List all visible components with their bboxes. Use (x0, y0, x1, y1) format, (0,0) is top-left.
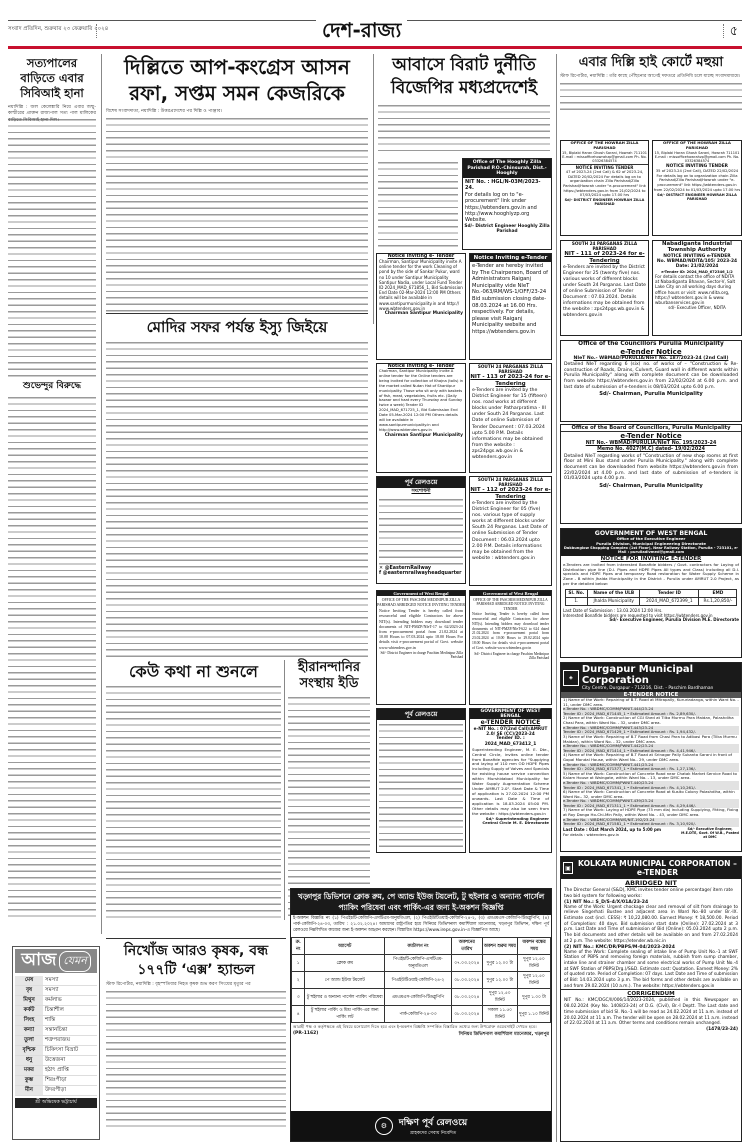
notice-eastern-railway-1 (376, 476, 466, 584)
notice-eastern-railway-2 (376, 708, 466, 853)
zodiac-sign: কুম্ভ (15, 1076, 43, 1086)
kmc-work-1: Name of the Work: Urgent chockage clear and removal of silt from drainage to relieve Singerhati Bustee and adjacent area in Ward No.-80 under Br.-IX. Estimate cost (incl. CESS): ₹ 10,22,080.00. Earnest Money: ₹ 18,500.00. Period of Completion: 40 days. Bid submission start date (Online): 27.02.2024 at 3 p.m. Last Date and Time of submission of Bid (Online): 05.03.2024 upto 2 p.m. The bid documents and other details will be available on and from 27.02.2024 at 2 p.m. The website: https://etender.wb.nic.in (564, 904, 738, 944)
nit-number: NIeT No.- WBMAD/PURULIA/NIeT No. 187/2023-24 (2nd Call) (573, 356, 729, 361)
story-body (378, 103, 550, 153)
table-header: অকশন শুরুর সময় (482, 938, 517, 955)
notice-body: e-Tenders are invited from interested Bonafide bidders / Govt. contractors for Laying of Distribution pipe line (D.I. Pipes and HDPE Pipes All types and Class) including all D.I. specials and HDPE Pipes and temporary Road restoration for Water Supply Scheme in Zone - B within Jhalda Municipality in the District - Purulia under AMRUT 2.0 Project, as per the detailed below: (563, 561, 739, 586)
story-body (288, 695, 370, 920)
table-cell: পে অ্যান্ড ইউজ টয়লেট (305, 972, 385, 989)
notice-s24-111 (560, 240, 649, 336)
column-divider (101, 54, 102, 934)
table-header: ক্র. নং (292, 938, 305, 955)
notice-sign: Sd/- Superintending Engineer Central Circle M. E. Directorate (482, 815, 549, 826)
table-cell: পিএইউটিওয়াই-কেজিপি-২৪-২ (385, 972, 452, 989)
notice-sign: Sd/- District Engineer in charge Paschim Medinipur Zilla Parishad (474, 651, 549, 660)
dmc-works-list (561, 698, 741, 827)
story-lead: স্টাফ রিপোর্টার, নয়াদিল্লি : তাঁর কাছে পৌঁছনোর আগেই দফতরে প্রতিনিধি চলে যাচ্ছে সংবাদমাধ্যমে। (560, 74, 741, 79)
left-column (8, 54, 96, 934)
notice-purulia-2 (560, 424, 742, 524)
notice-sign: সিনিয়র ডিভিশনাল কমার্শিয়াল ম্যানেজার, খড়্গপুর (458, 1031, 549, 1037)
notice-gov: GOVERNMENT OF WEST BENGAL (594, 530, 708, 537)
zodiac-prediction: হঠাৎ প্রাপ্তি (43, 1066, 97, 1076)
zodiac-sign: মকর (15, 1066, 43, 1076)
table-cell: ১ (292, 955, 305, 972)
table-header: EMD (699, 589, 737, 597)
auction-table (291, 937, 551, 1023)
nit-number: e-NIT No. : 07(2nd Call)/AMRUT 2.0/ SE (CC)/2023-24 (473, 726, 548, 737)
tender-id-amount: Tender ID : 2024_MAD_671414_1 • Estimated Amount : Rs. 4,41,946/- (563, 749, 739, 754)
notice-body: Notice Inviting Tender is hereby called from resourceful and eligible Contractors for above NIT(s). Intending bidders may download tender documents of NIT-PMZP/NIeT-17 to 62/2023-24 from e-procurement portal from 21.02.2024 at 10.00 Hours to 07.03.2024 upto 18.00 Hours For details visit e-procurement portal of Govt. website www.wbtenders.gov.in (379, 608, 463, 650)
dmc-work-item (561, 808, 741, 826)
notice-santipur-2 (376, 363, 466, 473)
table-header: অকশনের তারিখ (451, 938, 482, 955)
dmc-work-item (561, 716, 741, 734)
railway-tagline: গ্রাহকদের সেবায় নিবেদিত (409, 1131, 457, 1136)
table-header: ক্যাটালগ নং (385, 938, 452, 955)
nit-number: NIT No. : HGL/N-03M/2023-24. (465, 178, 541, 191)
work-name: 5) Name of the Work: Construction of Concrete Road near Chatak Market Service Road to Kalam House at Waingate, within Ward No. - 13, under DMC area. (563, 770, 737, 781)
notice-heading: ABRIDGED NIT (625, 879, 677, 887)
story-body (106, 116, 368, 312)
notice-sign: Sd/- District Engineer in charge Paschim Medinipur Zilla Parishad (380, 650, 463, 660)
horoscope-header (15, 949, 97, 973)
work-name: 4) Name of the Work: Repairing of B.T Road at Srinagar Pally Sukanta Sarani in front of Gopal Mondal House, within Ward No.- 29, under DMC area. (563, 752, 733, 762)
table-header: অকশন বন্ধের সময় (518, 938, 551, 955)
memo-number: Memo No. 4027(M.C) dated- 19/02/2024 (597, 446, 705, 452)
zodiac-prediction: সন্তানচিন্তা (43, 1026, 97, 1036)
nit-number: (1) NIT No.: S_D/S-4/X/01A/23-24 (564, 899, 649, 905)
notice-paschim-medinipur-1 (376, 590, 466, 705)
table-cell: 2024_MAD_672399_1 (640, 597, 699, 605)
zodiac-prediction: চিন্তাশীল (43, 1006, 97, 1016)
notice-sign: sd/- Executive Officer, NDITA (668, 305, 726, 311)
notice-title: পূর্ব রেলওয়ে (377, 709, 465, 720)
table-row (292, 1006, 551, 1023)
column-divider (556, 54, 557, 1142)
tender-id-amount: Tender ID : 2024_MAD_671341_1 • Estimated Amount : Rs. 4,10,261/- (563, 786, 739, 791)
headline-satyapal: সত্যপালের বাড়িতে এবার সিবিআই হানা (20, 56, 84, 100)
story-body (8, 117, 96, 377)
notice-durgapur (560, 662, 742, 852)
table-cell: ০৮.০৩.২০২৪ (451, 1006, 482, 1023)
notice-body: For details contact the office of NDITA at Nabadiganta Bhavan, Sector-V, Salt Lake City on all working days during office hours or visit: www.ndita.org, https:// wbtenders.gov.in & www. wburbanservices.gov.in (655, 273, 736, 306)
table-cell: দুপুর ১২.৫০ মিনিট (482, 989, 517, 1006)
zodiac-sign: বৃশ্চিক (15, 1046, 43, 1056)
table-cell: টু হুইলার পার্কিং ও মিশ্র পার্কিং-এর জন্য পার্কিং লট (305, 1006, 385, 1023)
dmc-work-item (561, 753, 741, 771)
notice-org: Nabadiganta Industrial Township Authority (661, 241, 733, 254)
notice-body: Detailed NIeT regarding 6 (six) no. of works of – "Construction & Re-construction of Roads, Drains, Culvert, Guard wall in different wards within Purulia Municipality" along with complete document can be downloaded from website https://wbtenders.gov.in from 22/02/2024 at 6.00 p.m. and last date of submission of e-tenders is 08/03/2024 upto 6.00 p.m. (564, 362, 738, 390)
notice-gov: Government of West Bengal (377, 591, 465, 596)
facebook-icon: f (379, 571, 383, 576)
zodiac-prediction: উদরপীড়া (43, 1086, 97, 1096)
table-cell: ক্লোক রুম (305, 955, 385, 972)
page-number: ৫ (729, 24, 738, 39)
table-header: Sl. No. (565, 589, 588, 597)
kmc-header (561, 857, 741, 879)
notice-gov: GOVERNMENT OF WEST BENGAL (470, 709, 551, 719)
zodiac-prediction: সমস্যা (43, 976, 97, 986)
nit-number: No. WBMAD/NDITA/105/ 2023-24 Date: 21/02/2024 (656, 258, 738, 270)
notice-sign: Sd/- Executive Engineer, M.E.DTE, Govt. Of W.B., Posted at DMC (681, 826, 739, 839)
nit-number: NIT - 113 of 2023-24 for e-Tendering (470, 374, 551, 387)
notice-body: Detailed NIeT regarding works of "Construction of new shop rooms at first floor at Mini Bus stand under Purulia Municipality." along with complete document can be downloaded from website https://wbtenders.gov.in from 22/02/2024 at 4.00 p.m. and last date of submission of e-tenders is 01/03/2024 upto 4.00 p.m. (564, 453, 738, 482)
zodiac-sign: সিংহ (15, 1016, 43, 1026)
column-divider (373, 54, 374, 324)
notice-title: Notice Inviting e-Tender (470, 254, 551, 262)
railway-name: দক্ষিণ পূর্ব রেলওয়ে (398, 1118, 468, 1128)
zodiac-sign: মীন (15, 1086, 43, 1096)
table-cell: ০৮.০৩.২০২৪ (451, 972, 482, 989)
story-nikhoj (106, 938, 286, 1129)
notice-sign: Sd/- DISTRICT ENGINEER HOWRAH ZILLA PARISHAD (564, 198, 645, 207)
table-cell: 1. (565, 597, 588, 605)
notice-body: e-Tenders are invited by the District Engineer for 25 (twenty five) nos. various works of different blocks under South 24 Parganas. Last Date of online Submission of Tender Document : 07.03.2024. Details informations may be obtained from the website : zps24pgs.wb.gov.in & wbtenders.gov.in (563, 265, 646, 318)
notice-wb-purulia (560, 528, 742, 658)
notice-org: Office of the Councillors Purulia Municipality (578, 341, 724, 347)
dateline: সংবাদ প্রতিদিন, শুক্রবার ২৩ ফেব্রুয়ারি ২০২৪ (8, 26, 109, 32)
notice-address: 15, Biplabi Haran Ghosh Sarani, Howrah 711101 E-mail : missofficehowrahzp@gmail.com Ph. No. 03326384574 (562, 150, 647, 164)
tender-id: Tender ID. : 2024_MAD_673412_1 (484, 736, 537, 747)
tender-id-amount: Tender ID : 2024_MAD_671377_1 • Estimated Amount : Rs. 1,27,136/- (563, 767, 739, 772)
headline-hiranandani: হীরানন্দানির সংস্থায় ইডি (297, 660, 361, 691)
notice-heading: NOTICE INVITING TENDER (561, 164, 648, 170)
notice-gov: Government of West Bengal (470, 591, 551, 596)
tender-number: e-Tender No. : WBDMC/COMM/WS/NIT-192/23-24 (563, 818, 739, 823)
notice-body: e-Tender are hereby invited by The Chairperson, Board of Administrators Raiganj Municipality vide NIeT No.-063/RM/WS-1/OFF/23-24 Bid submission closing date- 08.03.2024 at 16.00 Hrs. respectively. For details, please visit Raiganj Municipality website and https://wbtenders.gov.in (472, 263, 548, 335)
table-row (565, 597, 737, 605)
notice-title: e-TENDER NOTICE (480, 719, 541, 726)
zodiac-sign: মেষ (15, 976, 43, 986)
notice-hooghly (462, 158, 552, 250)
nit-number: NIT - 112 of 2023-24 for e-Tendering (470, 487, 551, 500)
dmc-logo-icon: ◈ (563, 670, 579, 686)
table-cell: দুপুর ১২.০০ টা (482, 972, 517, 989)
zodiac-sign: কর্কট (15, 1006, 43, 1016)
table-cell: সকাল ১১.৫০ মিনিট (482, 1006, 517, 1023)
kmc-work-2: Name of the Work: Complete sealing of intake line of Pump Unit No.-1 at SWF Station of PBPS and removing foreign materials, rubbish from sump chamber, intake line and strainer chamber and some electrical works of Pump Unit No.-4 at SWF Station of PBPS(Drg.)/S&D. Estimate cost: Quotation. Earnest Money: 2% of quoted rate. Period of Completion: 07 days. Last Date and Time of submission of Bid: 14.03.2024 upto 3 p.m. The bid forms and other details are available on and from 29.02.2024 (10 a.m.). The website: https://wbtenders.gov.in (564, 949, 738, 989)
red-rule (8, 46, 742, 49)
tender-id-amount: Tender ID : 2024_MAD_671581_1 • Estimated Amount : Rs. 3,10,920/- (563, 822, 739, 827)
horoscope-row (15, 1026, 97, 1036)
masthead (8, 16, 742, 46)
kmc-intro: The Director General (S&D), KMC invites tender online percentage/ item rate two bid system for following works: (564, 888, 733, 899)
notice-office: Office of the Executive Engineer (616, 536, 686, 541)
notice-org: SOUTH 24 PARGANAS ZILLA PARISHAD (477, 364, 544, 374)
story-aap (106, 54, 368, 312)
notice-sign: Sd/- Chairman, Purulia Municipality (599, 483, 703, 490)
tender-number: e-Tender No. : WBDMC/COMM/PWNIT-441/23-24 (563, 763, 739, 768)
notice-s24-113 (469, 363, 552, 473)
zodiac-prediction: উত্তেজনা (43, 1056, 97, 1066)
zodiac-sign: কন্যা (15, 1026, 43, 1036)
ser-footer (291, 1111, 551, 1141)
notice-heading: e-Tender Notice (620, 348, 682, 356)
notice-nabadiganta (652, 240, 742, 336)
tender-id: e-Tender ID: 2024_MAD_672346_1/2 (661, 269, 733, 274)
tender-number: e-Tender No. : WBDMC/COMM/PWNIT-442/23-24 (563, 744, 739, 749)
notice-title: KOLKATA MUNICIPAL CORPORATION – e-TENDER (578, 859, 737, 877)
table-row (292, 989, 551, 1006)
table-cell: ৩ (292, 989, 305, 1006)
notice-sign: Sd/- District Engineer Hooghly Zilla Parishad (464, 223, 550, 235)
table-cell: Jhalda Municipality (588, 597, 640, 605)
story-hiranandani (288, 660, 370, 920)
social-handle: ✕ @EasternRailway (379, 566, 432, 571)
work-name: 3) Name of the Work: Repairing of B.T Road from Chasi Para to Adibasi Para (Tilka Murmu Maidan), within Ward No. - 32, under DMC area. (563, 733, 737, 744)
notice-division: Purulia Division, Municipal Engineering Directorate (596, 540, 706, 546)
notice-s24-112 (469, 476, 552, 586)
notice-org: SOUTH 24 PARGANAS ZILLA PARISHAD (571, 241, 638, 251)
horoscope-row (15, 1046, 97, 1056)
horoscope-row (15, 1076, 97, 1086)
table-cell: ০৭.০৩.২০২৪ (451, 955, 482, 972)
subhead-shubhendu: শুভেন্দুর বিরুদ্ধে (22, 381, 82, 391)
notice-kharagpur-auction (290, 888, 552, 1142)
notice-body (379, 497, 463, 565)
dmc-work-item (561, 772, 741, 790)
pr-number: (PR-1162) (293, 1030, 319, 1036)
horoscope-row (15, 986, 97, 996)
tender-id-amount: Tender ID : 2024_MAD_671445_1 • Estimated Amount : Rs. 2,89,630/- (563, 712, 739, 717)
table-cell: দুপুর ১২.০০ টা (482, 955, 517, 972)
divider (723, 24, 724, 38)
horoscope-row (15, 1056, 97, 1066)
story-body (106, 989, 286, 1129)
table-cell: দুপুর ১২.৫০ মিনিট (518, 972, 551, 989)
tender-number: e-Tender No. : WBDMC/COMM/PWNIT-444/23-24 (563, 707, 739, 712)
corrigendum-heading: CORRIGENDUM (561, 989, 741, 998)
zodiac-sign: তুলা (15, 1036, 43, 1046)
horoscope-row (15, 996, 97, 1006)
work-name: 6) Name of the Work: Construction of Concrete Road at Kusito Colony Palashdiha, within Ward No.- 32, under DMC area. (563, 789, 735, 799)
visit-text: Interested Bonafide bidders are requested to visit https://wbtenders.gov.in (563, 612, 713, 618)
notice-body: 35 of 2023-24 (2nd Call), DATED 22/02/2024 For details log on to organization chain Zilla Parishad/Zilla Parishad/Howrah under "e-procurement" link https://wbtenders.gov.in from 22/02/2024 to 01/03/2024 upto 17.00 hrs (653, 169, 741, 192)
notice-footer: আগ্রহী পক্ষ ও কর্তৃপক্ষকে এই বিষয়ে মনোযোগ দিতে হবে এবং ই-অকশন বিজ্ঞপ্তি সম্পর্কিত বিস্তারিত তথ্যের জন্য উপরোক্ত ওয়েবসাইট দেখতে হবে। (293, 1024, 537, 1029)
railway-logo-icon: ⚙ (375, 1117, 393, 1135)
notice-heading: NOTICE INVITING TENDER (666, 163, 728, 169)
headline-aap: দিল্লিতে আপ-কংগ্রেস আসন রফা, সপ্তম সমন কেজরিকে (124, 55, 350, 105)
notice-address: City Centre, Durgapur - 713216, Dist. - Paschim Bardhaman (581, 686, 714, 691)
story-body (106, 340, 368, 660)
zodiac-prediction: শান্তি (43, 1016, 97, 1026)
notice-title: পূর্ব রেলওয়ে (377, 477, 465, 488)
notice-org: Office of the Board of Councillors, Purulia Municipality (561, 425, 741, 432)
notice-body: Notice Inviting Tender is hereby called from resourceful and eligible Contractors for above NIT(s). Intending bidders may download tender documents of NIT-PMZP/NIeT-622 to 624 dated 21.02.2024 from e-procurement portal from 23.02.2024 at 10.00 Hours to 29.02.2024 upto 18.00 Hours for details visit e-procurement portal of Govt. website www.wbtenders.gov.in (472, 612, 549, 650)
horoscope-box (12, 946, 100, 1140)
notice-subtitle: সংশোধনী (411, 488, 431, 494)
notice-title: Office of The Hooghly Zilla Parishad P.O.-Chinsurah, Dist.-Hooghly (463, 159, 551, 178)
table-cell: ০৮.০৩.২০২৪ (451, 989, 482, 1006)
notice-heading: NOTICE INVITING e-TENDER (663, 253, 731, 259)
notice-body: Chairman, Santipur Municipality invite A online tender for the work Cleaning of pond by the side of Sankar Pukur, ward no 10 under Santipur Municipality Santipur Nadia, under Local Fund Tender ID 2024_MAD_671856_1, Bid Submission End Date 02-Mar-2024 12:00 PM Others details will be available in www.santipurmunicipality.in and http:// www.wbtenders.gov.in (379, 259, 463, 311)
nit-number: (2) NIT No.: KMC/DR/PBPS/M-04/2023-2024 (564, 944, 675, 950)
dmc-work-item (561, 698, 741, 716)
tender-number: e-Tender No. : WBDMC/COMM/PWNIT-439/23-24 (563, 799, 739, 804)
last-date: Last Date of Submission : 13.03.2024 12:00 Hrs. (563, 607, 663, 613)
story-lead: স্টাফ রিপোর্টার, নয়াদিল্লি : বৃহস্পতিবার নিহত কৃষক শুভ করণ সিংয়ের মৃত্যুর পর (106, 982, 251, 987)
table-header: অ্যাসেট (305, 938, 385, 955)
tender-id-amount: Tender ID : 2024_MAD_671429_1 • Estimated Amount : Rs. 1,94,432/- (563, 730, 739, 735)
notice-body: e-Tenders are invited by the District Engineer for 05 (five) nos. various type of supply works at different blocks under South 24 Parganas. Last Date of online Submission of Tender Document : 06.03.2024 upto 2.00 P.M. Details informations may be obtained from the website : wbtenders.gov.in (472, 501, 548, 561)
zodiac-sign: মিথুন (15, 996, 43, 1006)
notice-body: Superintending Engineer, M. E. Dte., Central Circle, invites online tender from Bonafide agencies for "Supplying and laying of 110 mm OD HDPE Pipes including Supply of Valves and Specials for existing house service connection within Murshidabad Municipality for Water Supply Augmentation Scheme Under AMRUT 2.0". Start Date & Time of application is 27.02.2024 12:00 PM onwards. Last Date & Time of application is 18.03.2024 05:00 PM. Other details may also be seen from the website : https://wbtenders.gov.in (472, 746, 549, 816)
table-cell: পার্ক-কেজিপি-২৪-০৩ (385, 1006, 452, 1023)
story-keu (106, 660, 281, 919)
kmc-logo-icon: ▣ (563, 862, 573, 874)
story-lead: বিশেষ সংবাদদাতা, নয়াদিল্লি : উত্তরপ্রদেশের পর দিল্লি ও পাঞ্জাব। (106, 109, 222, 114)
horoscope-subtitle: যেমন (59, 951, 90, 972)
notice-sign: Sd/- Chairman, Purulia Municipality (599, 390, 703, 397)
horoscope-row (15, 976, 97, 986)
headline-mahua: এবার দিল্লি হাই কোর্টে মহুয়া (578, 55, 724, 70)
table-cell: দুপুর ১.০০ টা (518, 989, 551, 1006)
work-name: 1) Name of the Work: Repairing of B.T. Road at Mitrapally, Kururiadanga, within Ward No. - 11, under DMC area. (563, 697, 739, 707)
divider (96, 24, 97, 38)
nit-number: NIT - 111 of 2023-24 for e-Tendering (564, 251, 645, 264)
column-divider (284, 660, 285, 920)
section-title: দেশ-রাজ্য (316, 16, 407, 49)
notice-kmc (560, 856, 742, 1142)
notice-org: SOUTH 24 PARGANAS ZILLA PARISHAD (477, 477, 544, 487)
tender-number: e-Tender No. : WBDMC/COMM/PWNIT-440/23-24 (563, 781, 739, 786)
headline-keu: কেউ কথা না শুনলে (129, 662, 258, 681)
notice-address: Dakbunglow Shopping Complex (1st Floor), Near Railway Station, Purulia - 723101, e-Mail : puruliadivmed@gmail.com (563, 546, 739, 555)
notice-howrah-1 (560, 140, 649, 236)
table-cell: এমএমএস-কেজিপি-টিডব্লুপিপি (385, 989, 452, 1006)
work-name: 7) Name of the Work: Laying of HDPE Pipe (75 mm dia) including Supplying, Fitting, Fixing at Roy Danga Ho-Chi-Min Pally, within Ward No. - 43, under DMC area. (563, 807, 739, 818)
notice-body: 47 of 2023-24 (2nd Call) & 62 of 2023-24, DATED 20/02/2024 For details log on to organization chain Zilla Parishad/Zilla Parishad/Howrah under "e-procurement" link https://wbtenders.gov.in from 21/02/2024 to 07/03/2024 upto 17.00 hrs (563, 169, 646, 198)
zodiac-prediction: শিরঃপীড়া (43, 1076, 97, 1086)
nit-number: NIT No.- WBMAD/PURULIA/NIeT No. 195/2023-24 (585, 440, 717, 446)
story-body (378, 160, 458, 250)
horoscope-row (15, 1066, 97, 1076)
last-date: Last Date : 01st March 2024, up to 5:00 pm (563, 826, 662, 832)
table-header: Name of the ULB (588, 589, 640, 597)
horoscope-title: আজ (21, 950, 57, 970)
notice-title: OFFICE OF THE PASCHIM MEDINIPUR ZILLA PARISHAD ABRIDGED NOTICE INVITING TENDER (473, 598, 548, 611)
notice-address: 15, Biplabi Haran Ghosh Sarani, Howrah 711101 E-mail : missofficehowrahzp@gmail.com Ph. No. 03326384574 (654, 150, 740, 164)
table-cell: দুপুর ১২.৫০ মিনিট (518, 955, 551, 972)
dmc-work-item (561, 790, 741, 808)
story-lead: নয়াদিল্লি : জল কেলেঙ্কারি নিয়ে এবার জম্মু-কাশ্মীরের প্রাক্তন রাজ্যপাল সত্য পাল মালিকের বাড়িতে সিবিআই হানা দিল। (8, 105, 96, 123)
story-body (560, 81, 742, 111)
notice-sign: Sd/- Executive Engineer, Purulia Division M.E. Directorate (609, 616, 739, 622)
zodiac-sign: বৃষ (15, 986, 43, 996)
headline-modi: মোদির সফর পর্যন্ত ইস্যু জিইয়ে (146, 318, 328, 336)
work-name: 2) Name of the Work: Construction of CGI Shed at Tilka Murmu Para Maidan, Palashdiha Chasi Para, within Ward No. - 32, under DMC area. (563, 715, 734, 726)
notice-heading: E-TENDER NOTICE (561, 692, 741, 698)
notice-heading: NOTICE FOR INVITING E-TENDER (600, 555, 702, 562)
notice-wb-murshidabad (469, 708, 552, 853)
notice-sign: Chairman Santipur Municipality (384, 432, 463, 438)
dmc-header (561, 663, 741, 692)
key-number: (1478/23-24) (706, 1026, 738, 1032)
notice-heading: e-Tender Notice (620, 432, 682, 441)
horoscope-row (15, 1016, 97, 1026)
notice-sign: Chairman Santipur Municipality (384, 311, 463, 317)
story-body (8, 395, 96, 920)
notice-body: ই-অকশন বিজ্ঞপ্তি নং (১) পিএইচটি-কেজিপি-এসটিএম-অনুমতিএল, (২) পিএইউটিওয়াই-কেজিপি-২৪-২, (৩) এমএমএস-কেজিপি-টিডব্লুপিপি, (৪) পার্ক-কেজিপি-২৪-০৩, তারিখ : ২১.০২.২০২৪। আমাদের রাষ্ট্রপতির হয়ে সিনিয়র ডিভিশনাল কমার্শিয়াল ম্যানেজার, খড়্গপুর ডিভিশন, দক্ষিণ পূর্ব রেলওয়ে নিম্নলিখিত কাজের জন্য ই-অকশন আহ্বান করছেন। বিস্তারিত https://www.ireps.gov.in-এ বিজ্ঞাপিত আছে। (293, 916, 549, 933)
corrigendum-body: NIT No.: KMC/DGC/II/006/14/2023-2024, published in this Newspaper on 08.02.2024 (Key No. 1408/23-24) of D.G. (Civil), Br.-I Deptt. The Last date and time submission of bid Sl. No.-1 will be read as 24.02.2024 at 11 a.m. instead of 20.02.2024 at 11 a.m. The tender will be open on 28.02.2024 at 11 a.m. instead of 22.02.2024 at 11 a.m. Other terms and conditions remain unchanged. (564, 998, 738, 1027)
social-handle: f @easternrailwayheadquarter (379, 571, 462, 576)
notice-purulia-1 (560, 340, 742, 422)
tender-id-amount: Tender ID : 2024_MAD_671311_1 • Estimated Amount : Rs. 4,29,446/- (563, 804, 739, 809)
zodiac-prediction: চিকিৎসা বিভ্রাট (43, 1046, 97, 1056)
zodiac-prediction: শত্রুপরাজয় (43, 1036, 97, 1046)
notice-santipur-1 (376, 253, 466, 360)
notice-raiganj (469, 253, 552, 360)
headline-abase: আবাসে বিরাট দুর্নীতি বিজেপির মধ্যপ্রদেশেই (390, 55, 538, 98)
horoscope-author: শ্রী অভিষেক ভট্টাচার্য (15, 1098, 97, 1108)
notice-title: OFFICE OF THE HOWRAH ZILLA PARISHAD (570, 140, 639, 150)
notice-title: OFFICE OF THE PASCHIM MEDINIPUR ZILLA PARISHAD ABRIDGED NOTICE INVITING TENDER (377, 598, 465, 607)
zodiac-prediction: সমস্যা (43, 986, 97, 996)
tender-table (565, 589, 738, 606)
notice-headline: খড়্গপুর ডিভিশনে ক্লোক রুম, পে অ্যান্ড ইউজ টয়লেট, টু হুইলার ও অন্যান্য পার্সেল প্যাকিং পরিষেবা এবং পার্কিং-এর জন্য ই-অকশন বিজ্ঞপ্তি (291, 889, 551, 915)
zodiac-prediction: কর্মলাভ (43, 996, 97, 1006)
notice-body: e-Tenders are invited by the District Engineer for 15 (fifteen) nos. road works at different blocks under Patharpratima - III under South 24 Parganas. Last Date of online Submission of Tender Document : 07.03.2024 upto 5.00 P.M. Details informations may be obtained from the website : zps24pgs.wb.gov.in & wbtenders.gov.in (472, 388, 547, 461)
notice-howrah-2 (652, 140, 742, 236)
notice-body: For details log on to "e-procurement" link under https://wbtenders.gov.in and http://www.hooghlyzp.org Website. (465, 191, 537, 224)
notice-title: OFFICE OF THE HOWRAH ZILLA PARISHAD (663, 140, 731, 150)
table-cell: ৪ (292, 1006, 305, 1023)
tender-number: e-Tender No. : WBDMC/COMM/PWNIT-443/23-24 (563, 726, 739, 731)
table-cell: ২ (292, 972, 305, 989)
dmc-work-item (561, 735, 741, 753)
story-body (106, 684, 281, 919)
details-link: For details : wbtenders.gov.in (563, 831, 620, 837)
x-icon: ✕ (379, 566, 385, 571)
story-modi (106, 313, 368, 660)
notice-title: Durgapur Municipal Corporation (581, 664, 694, 686)
zodiac-sign: ধনু (15, 1056, 43, 1066)
table-row (292, 972, 551, 989)
table-cell: দুপুর ১.১০ মিনিট (518, 1006, 551, 1023)
horoscope-table (15, 976, 97, 1096)
notice-sign: Sd/- DISTRICT ENGINEER HOWRAH ZILLA PARISHAD (657, 192, 737, 201)
story-abase (378, 54, 550, 153)
notice-title: Notice inviting e- Tender (387, 254, 455, 259)
table-cell: পিএইচটি-কেজিপি-এসটিএম-অনুমতিএল (385, 955, 452, 972)
table-header: Tender ID (640, 589, 699, 597)
headline-nikhoj: নিখোঁজ আরও কৃষক, বন্ধ ১৭৭টি ‘এক্স’ হ্যান্ডল (123, 943, 269, 978)
notice-title: Notice inviting e- Tender (387, 364, 455, 369)
notice-body (379, 722, 463, 850)
story-mahua (560, 54, 742, 111)
notice-paschim-medinipur-2 (469, 590, 552, 705)
table-row (292, 955, 551, 972)
horoscope-row (15, 1086, 97, 1096)
notice-body: Chairman, Santipur Municipality invite A online tender for the Online tenders are being invited for collection of Khajna (tolls) in the market called Nutan Hat of Shantipur municipality. Those who sit only with baskets of fish, meat, vegetables, fruits etc. (Daily bazaar and haat every Thursday and Sunday twice a week) Tender ID 2024_MAD_671725_1, Bid Submission End Date 05-Mar-2024 12:00 PM Others details will be available in www.santipurmunicipality.in and http://www.wbtenders.gov.in (379, 369, 464, 432)
horoscope-row (15, 1006, 97, 1016)
table-cell: Rs.1,20,850/- (699, 597, 737, 605)
horoscope-row (15, 1036, 97, 1046)
table-cell: টু হুইলার ও অন্যান্য পার্সেল প্যাকিং পরিষেবা (305, 989, 385, 1006)
